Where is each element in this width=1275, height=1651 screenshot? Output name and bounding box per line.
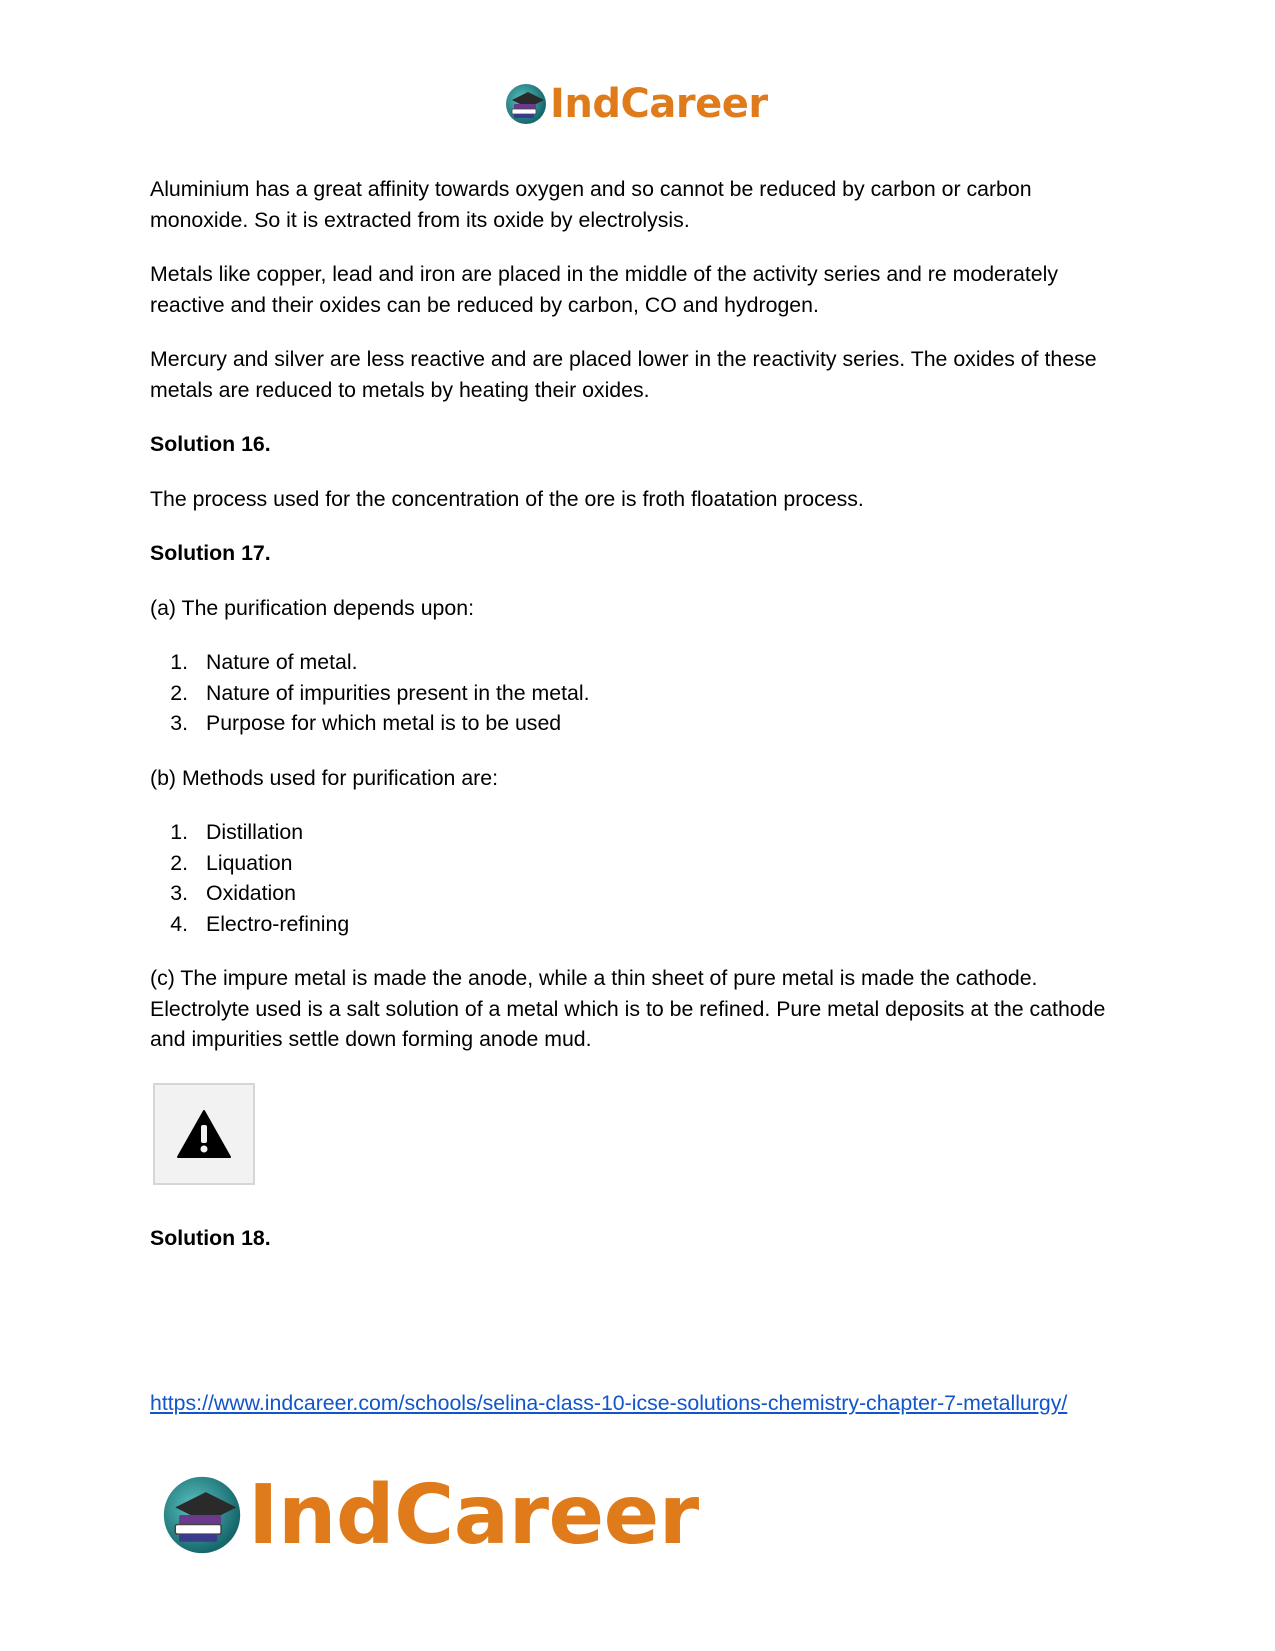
part-b-intro: (b) Methods used for purification are:: [150, 765, 499, 790]
list-item: [170, 817, 1125, 848]
document-body: [150, 174, 1125, 1277]
logo-text: IndCareer: [248, 1467, 699, 1563]
list-text: Distillation: [206, 820, 304, 844]
solution-16-heading: Solution 16.: [150, 432, 271, 456]
indcareer-globe-icon: [160, 1473, 244, 1557]
indcareer-globe-icon: [504, 82, 548, 126]
list-number: 4.: [170, 911, 188, 936]
broken-image-placeholder: [153, 1083, 255, 1185]
list-text: Nature of metal.: [206, 650, 358, 674]
list-item: [170, 848, 1125, 879]
list-text: Electro-refining: [206, 911, 350, 936]
list-number: 1.: [170, 820, 188, 844]
list-number: 3.: [170, 881, 188, 905]
part-b-list: [150, 817, 1125, 939]
list-item: [170, 708, 1125, 739]
paragraph-aluminium: Aluminium has a great affinity towards oxygen and so cannot be reduced by carbon or carbon monoxide. So it is extracted from its oxide by electrolysis.: [150, 177, 1032, 232]
list-number: 2.: [170, 680, 188, 705]
header-logo: [504, 80, 768, 128]
list-text: Purpose for which metal is to be used: [206, 711, 562, 735]
footer-logo: [160, 1467, 699, 1563]
solution-18-heading: Solution 18.: [150, 1225, 271, 1250]
solution-16-text: The process used for the concentration of the ore is froth floatation process.: [150, 486, 864, 511]
list-number: 2.: [170, 850, 188, 875]
list-number: 3.: [170, 711, 188, 735]
part-a-list: [150, 647, 1125, 739]
list-number: 1.: [170, 650, 188, 674]
list-text: Nature of impurities present in the metal.: [206, 680, 590, 705]
list-text: Liquation: [206, 850, 293, 875]
paragraph-copper-lead-iron: Metals like copper, lead and iron are placed in the middle of the activity series and re moderately reactive and their oxides can be reduced by carbon, CO and hydrogen.: [150, 262, 1058, 317]
part-c-text: (c) The impure metal is made the anode, while a thin sheet of pure metal is made the cathode. Electrolyte used is a salt solution of a metal which is to be refined. Pure metal deposits at the cathode and impurities settle down forming anode mud.: [150, 966, 1106, 1051]
list-text: Oxidation: [206, 881, 296, 905]
part-a-intro: (a) The purification depends upon:: [150, 595, 475, 620]
list-item: [170, 678, 1125, 709]
solution-17-heading: Solution 17.: [150, 541, 271, 565]
warning-icon: [176, 1109, 232, 1159]
source-url-link[interactable]: https://www.indcareer.com/schools/selina-class-10-icse-solutions-chemistry-chapter-7-metallurgy/: [150, 1391, 1068, 1415]
list-item: [170, 909, 1125, 940]
paragraph-mercury-silver: Mercury and silver are less reactive and are placed lower in the reactivity series. The oxides of these metals are reduced to metals by heating their oxides.: [150, 347, 1097, 402]
logo-text: IndCareer: [550, 81, 768, 127]
list-item: [170, 647, 1125, 678]
list-item: [170, 878, 1125, 909]
